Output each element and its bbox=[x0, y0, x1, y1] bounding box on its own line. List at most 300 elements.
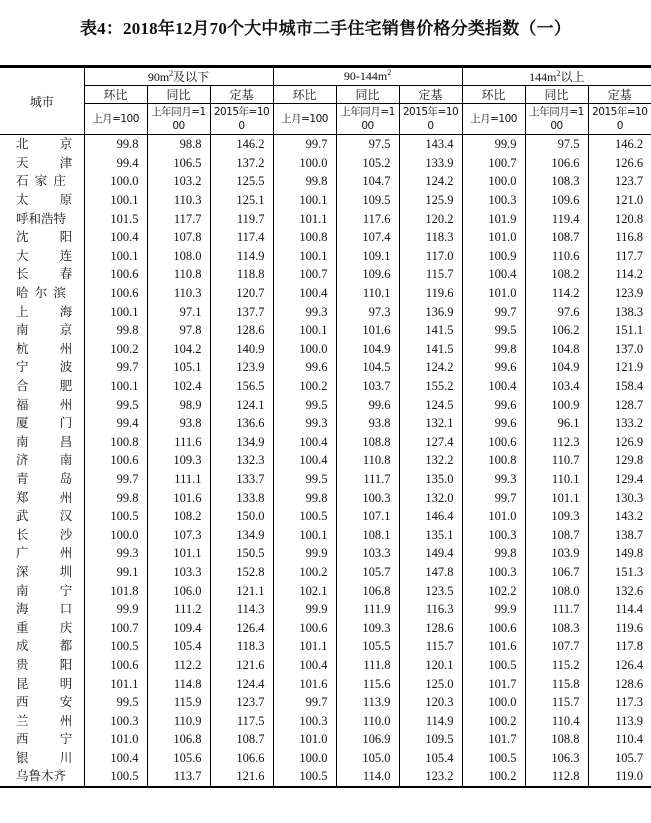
base-header: 2015年=100 bbox=[588, 104, 651, 135]
table-row bbox=[0, 191, 651, 210]
table-row bbox=[0, 358, 651, 377]
index-value: 93.8 bbox=[147, 414, 210, 433]
city-label: 杭 州 bbox=[16, 340, 73, 356]
index-value: 115.2 bbox=[525, 656, 588, 675]
index-value: 100.0 bbox=[273, 340, 336, 359]
index-value: 106.3 bbox=[525, 749, 588, 768]
index-value: 103.2 bbox=[147, 172, 210, 191]
index-value: 147.8 bbox=[399, 563, 462, 582]
city-name bbox=[0, 581, 84, 600]
index-value: 113.7 bbox=[147, 767, 210, 787]
index-value: 101.0 bbox=[462, 228, 525, 247]
index-value: 100.6 bbox=[84, 656, 147, 675]
index-value: 101.1 bbox=[273, 209, 336, 228]
index-value: 100.1 bbox=[84, 302, 147, 321]
index-value: 111.2 bbox=[147, 600, 210, 619]
index-value: 119.7 bbox=[210, 209, 273, 228]
index-value: 143.4 bbox=[399, 135, 462, 154]
index-value: 143.2 bbox=[588, 507, 651, 526]
index-value: 146.2 bbox=[210, 135, 273, 154]
city-name bbox=[0, 470, 84, 489]
index-value: 99.7 bbox=[273, 135, 336, 154]
group-header-90-144: $90-144m^2$ bbox=[273, 67, 462, 86]
index-value: 112.3 bbox=[525, 433, 588, 452]
index-value: 99.4 bbox=[84, 154, 147, 173]
index-value: 104.9 bbox=[525, 358, 588, 377]
index-value: 126.9 bbox=[588, 433, 651, 452]
index-value: 103.7 bbox=[336, 377, 399, 396]
index-value: 100.6 bbox=[462, 618, 525, 637]
index-value: 104.8 bbox=[525, 340, 588, 359]
index-value: 97.3 bbox=[336, 302, 399, 321]
city-label: 南 宁 bbox=[16, 582, 73, 598]
index-value: 104.5 bbox=[336, 358, 399, 377]
index-value: 105.0 bbox=[336, 749, 399, 768]
index-value: 101.7 bbox=[462, 674, 525, 693]
index-value: 103.4 bbox=[525, 377, 588, 396]
table-row bbox=[0, 414, 651, 433]
city-label: 青 岛 bbox=[16, 470, 73, 486]
index-value: 100.4 bbox=[273, 656, 336, 675]
index-value: 111.7 bbox=[336, 470, 399, 489]
index-value: 100.8 bbox=[84, 433, 147, 452]
index-value: 126.4 bbox=[588, 656, 651, 675]
index-value: 99.8 bbox=[462, 544, 525, 563]
city-name bbox=[0, 209, 84, 228]
metric-header: 环比 bbox=[84, 86, 147, 104]
city-name bbox=[0, 451, 84, 470]
city-label: 石 家 庄 bbox=[16, 173, 67, 189]
city-label: 广 州 bbox=[16, 545, 73, 561]
index-value: 125.5 bbox=[210, 172, 273, 191]
index-value: 99.7 bbox=[462, 302, 525, 321]
index-value: 113.9 bbox=[588, 711, 651, 730]
index-value: 107.1 bbox=[336, 507, 399, 526]
index-value: 101.1 bbox=[525, 488, 588, 507]
table-row bbox=[0, 581, 651, 600]
table-row bbox=[0, 563, 651, 582]
city-label: 兰 州 bbox=[16, 712, 73, 728]
index-value: 133.9 bbox=[399, 154, 462, 173]
index-value: 114.9 bbox=[210, 247, 273, 266]
index-value: 132.0 bbox=[399, 488, 462, 507]
index-value: 140.9 bbox=[210, 340, 273, 359]
index-value: 99.9 bbox=[84, 600, 147, 619]
index-value: 110.1 bbox=[525, 470, 588, 489]
city-label: 昆 明 bbox=[16, 675, 73, 691]
index-value: 103.9 bbox=[525, 544, 588, 563]
base-header: 上月=100 bbox=[273, 104, 336, 135]
city-label: 呼和浩特 bbox=[16, 210, 67, 226]
index-value: 135.1 bbox=[399, 525, 462, 544]
index-value: 101.6 bbox=[336, 321, 399, 340]
index-value: 103.3 bbox=[147, 563, 210, 582]
index-value: 100.5 bbox=[462, 749, 525, 768]
index-value: 110.4 bbox=[525, 711, 588, 730]
index-value: 99.6 bbox=[462, 395, 525, 414]
index-value: 100.4 bbox=[84, 228, 147, 247]
index-value: 151.1 bbox=[588, 321, 651, 340]
city-name bbox=[0, 730, 84, 749]
index-value: 109.1 bbox=[336, 247, 399, 266]
metric-header: 同比 bbox=[147, 86, 210, 104]
index-value: 125.0 bbox=[399, 674, 462, 693]
index-value: 99.3 bbox=[462, 470, 525, 489]
index-value: 100.6 bbox=[84, 451, 147, 470]
index-value: 107.7 bbox=[525, 637, 588, 656]
city-label: 太 原 bbox=[16, 192, 73, 208]
index-value: 100.4 bbox=[273, 451, 336, 470]
index-value: 128.6 bbox=[399, 618, 462, 637]
metric-header: 同比 bbox=[525, 86, 588, 104]
index-value: 155.2 bbox=[399, 377, 462, 396]
index-value: 101.5 bbox=[84, 209, 147, 228]
index-value: 125.9 bbox=[399, 191, 462, 210]
index-value: 128.6 bbox=[210, 321, 273, 340]
index-value: 117.6 bbox=[336, 209, 399, 228]
table-row bbox=[0, 265, 651, 284]
table-row bbox=[0, 674, 651, 693]
index-value: 128.7 bbox=[588, 395, 651, 414]
index-value: 102.1 bbox=[273, 581, 336, 600]
index-value: 123.5 bbox=[399, 581, 462, 600]
index-value: 105.4 bbox=[147, 637, 210, 656]
index-value: 109.4 bbox=[147, 618, 210, 637]
table-row bbox=[0, 154, 651, 173]
table-row bbox=[0, 600, 651, 619]
index-value: 100.0 bbox=[84, 172, 147, 191]
city-label: 福 州 bbox=[16, 396, 73, 412]
index-value: 100.5 bbox=[462, 656, 525, 675]
index-value: 115.8 bbox=[525, 674, 588, 693]
index-value: 126.6 bbox=[588, 154, 651, 173]
index-value: 110.8 bbox=[336, 451, 399, 470]
index-value: 130.3 bbox=[588, 488, 651, 507]
index-value: 119.6 bbox=[588, 618, 651, 637]
index-value: 110.3 bbox=[147, 284, 210, 303]
city-label: 济 南 bbox=[16, 452, 73, 468]
city-name bbox=[0, 358, 84, 377]
index-value: 99.9 bbox=[273, 544, 336, 563]
index-value: 99.7 bbox=[273, 693, 336, 712]
city-name bbox=[0, 191, 84, 210]
index-value: 121.6 bbox=[210, 656, 273, 675]
index-value: 125.1 bbox=[210, 191, 273, 210]
index-value: 120.7 bbox=[210, 284, 273, 303]
index-value: 121.1 bbox=[210, 581, 273, 600]
table-header bbox=[0, 67, 651, 135]
table-row bbox=[0, 172, 651, 191]
city-label: 银 川 bbox=[16, 749, 73, 765]
index-value: 106.5 bbox=[147, 154, 210, 173]
index-value: 110.6 bbox=[525, 247, 588, 266]
index-value: 105.7 bbox=[336, 563, 399, 582]
index-value: 114.3 bbox=[210, 600, 273, 619]
metric-header: 定基 bbox=[399, 86, 462, 104]
table-row bbox=[0, 451, 651, 470]
index-value: 149.4 bbox=[399, 544, 462, 563]
index-value: 151.3 bbox=[588, 563, 651, 582]
index-value: 102.2 bbox=[462, 581, 525, 600]
index-value: 100.4 bbox=[273, 433, 336, 452]
index-value: 120.8 bbox=[588, 209, 651, 228]
index-value: 98.9 bbox=[147, 395, 210, 414]
index-value: 105.4 bbox=[399, 749, 462, 768]
index-value: 132.3 bbox=[210, 451, 273, 470]
index-value: 115.6 bbox=[336, 674, 399, 693]
index-value: 100.2 bbox=[273, 563, 336, 582]
index-value: 100.6 bbox=[84, 284, 147, 303]
index-value: 100.2 bbox=[462, 711, 525, 730]
index-value: 108.7 bbox=[525, 525, 588, 544]
index-value: 121.0 bbox=[588, 191, 651, 210]
city-label: 重 庆 bbox=[16, 619, 73, 635]
index-value: 126.4 bbox=[210, 618, 273, 637]
city-label: 北 京 bbox=[16, 136, 73, 152]
index-value: 97.5 bbox=[336, 135, 399, 154]
city-label: 厦 门 bbox=[16, 415, 73, 431]
index-value: 99.7 bbox=[84, 470, 147, 489]
index-value: 101.0 bbox=[462, 284, 525, 303]
index-value: 109.6 bbox=[336, 265, 399, 284]
index-value: 107.4 bbox=[336, 228, 399, 247]
city-name bbox=[0, 693, 84, 712]
index-value: 97.8 bbox=[147, 321, 210, 340]
table-row bbox=[0, 340, 651, 359]
index-value: 121.9 bbox=[588, 358, 651, 377]
index-value: 114.9 bbox=[399, 711, 462, 730]
index-value: 110.7 bbox=[525, 451, 588, 470]
index-value: 99.1 bbox=[84, 563, 147, 582]
index-value: 104.2 bbox=[147, 340, 210, 359]
index-value: 116.8 bbox=[588, 228, 651, 247]
table-row bbox=[0, 618, 651, 637]
index-value: 141.5 bbox=[399, 340, 462, 359]
city-label: 合 肥 bbox=[16, 378, 73, 394]
index-value: 101.0 bbox=[273, 730, 336, 749]
city-name bbox=[0, 637, 84, 656]
base-header: 上月=100 bbox=[462, 104, 525, 135]
index-value: 100.1 bbox=[273, 321, 336, 340]
base-header: 2015年=100 bbox=[210, 104, 273, 135]
index-value: 99.8 bbox=[84, 488, 147, 507]
table-row bbox=[0, 284, 651, 303]
index-value: 100.3 bbox=[462, 191, 525, 210]
index-value: 108.7 bbox=[210, 730, 273, 749]
index-value: 118.3 bbox=[399, 228, 462, 247]
index-value: 100.1 bbox=[84, 377, 147, 396]
metric-header: 定基 bbox=[210, 86, 273, 104]
index-value: 100.0 bbox=[273, 749, 336, 768]
index-value: 124.2 bbox=[399, 358, 462, 377]
index-value: 106.6 bbox=[525, 154, 588, 173]
index-value: 108.8 bbox=[525, 730, 588, 749]
index-value: 100.8 bbox=[273, 228, 336, 247]
index-value: 134.9 bbox=[210, 525, 273, 544]
city-name bbox=[0, 507, 84, 526]
table-row bbox=[0, 656, 651, 675]
index-value: 108.2 bbox=[525, 265, 588, 284]
city-name bbox=[0, 284, 84, 303]
index-value: 110.0 bbox=[336, 711, 399, 730]
index-value: 105.7 bbox=[588, 749, 651, 768]
index-value: 110.4 bbox=[588, 730, 651, 749]
table-row bbox=[0, 749, 651, 768]
index-value: 133.2 bbox=[588, 414, 651, 433]
index-value: 100.1 bbox=[273, 247, 336, 266]
index-value: 120.2 bbox=[399, 209, 462, 228]
index-value: 129.4 bbox=[588, 470, 651, 489]
index-value: 99.9 bbox=[462, 600, 525, 619]
index-value: 100.2 bbox=[84, 340, 147, 359]
index-value: 108.0 bbox=[147, 247, 210, 266]
index-value: 97.6 bbox=[525, 302, 588, 321]
index-value: 123.9 bbox=[210, 358, 273, 377]
index-value: 108.3 bbox=[525, 172, 588, 191]
index-value: 109.3 bbox=[336, 618, 399, 637]
index-value: 109.5 bbox=[336, 191, 399, 210]
index-value: 99.3 bbox=[273, 414, 336, 433]
table-row bbox=[0, 209, 651, 228]
city-name bbox=[0, 563, 84, 582]
index-value: 156.5 bbox=[210, 377, 273, 396]
index-value: 105.1 bbox=[147, 358, 210, 377]
metric-header: 定基 bbox=[588, 86, 651, 104]
index-value: 111.9 bbox=[336, 600, 399, 619]
city-column-header: 城市 bbox=[0, 67, 84, 135]
index-value: 119.6 bbox=[399, 284, 462, 303]
index-value: 98.8 bbox=[147, 135, 210, 154]
index-value: 100.3 bbox=[84, 711, 147, 730]
index-value: 105.6 bbox=[147, 749, 210, 768]
index-value: 100.0 bbox=[84, 525, 147, 544]
index-value: 141.5 bbox=[399, 321, 462, 340]
index-value: 133.8 bbox=[210, 488, 273, 507]
index-value: 112.2 bbox=[147, 656, 210, 675]
table-row bbox=[0, 767, 651, 787]
index-value: 100.5 bbox=[84, 767, 147, 787]
index-value: 100.9 bbox=[525, 395, 588, 414]
index-value: 100.5 bbox=[84, 637, 147, 656]
index-value: 100.1 bbox=[84, 191, 147, 210]
index-value: 111.1 bbox=[147, 470, 210, 489]
index-value: 107.8 bbox=[147, 228, 210, 247]
index-value: 108.1 bbox=[336, 525, 399, 544]
index-value: 100.2 bbox=[273, 377, 336, 396]
index-value: 100.3 bbox=[462, 563, 525, 582]
index-value: 99.8 bbox=[84, 135, 147, 154]
index-value: 99.9 bbox=[462, 135, 525, 154]
index-value: 110.1 bbox=[336, 284, 399, 303]
index-value: 124.4 bbox=[210, 674, 273, 693]
index-value: 137.7 bbox=[210, 302, 273, 321]
index-value: 100.6 bbox=[84, 265, 147, 284]
index-value: 96.1 bbox=[525, 414, 588, 433]
index-value: 104.7 bbox=[336, 172, 399, 191]
index-value: 109.3 bbox=[147, 451, 210, 470]
index-value: 152.8 bbox=[210, 563, 273, 582]
table-body bbox=[0, 135, 651, 787]
index-value: 108.8 bbox=[336, 433, 399, 452]
index-value: 118.8 bbox=[210, 265, 273, 284]
index-value: 100.4 bbox=[273, 284, 336, 303]
index-value: 109.5 bbox=[399, 730, 462, 749]
index-value: 102.4 bbox=[147, 377, 210, 396]
index-value: 101.1 bbox=[147, 544, 210, 563]
index-value: 100.0 bbox=[273, 154, 336, 173]
index-value: 99.3 bbox=[84, 544, 147, 563]
index-value: 99.8 bbox=[462, 340, 525, 359]
index-value: 101.1 bbox=[273, 637, 336, 656]
index-value: 100.3 bbox=[462, 525, 525, 544]
index-value: 114.0 bbox=[336, 767, 399, 787]
index-value: 117.3 bbox=[588, 693, 651, 712]
index-value: 113.9 bbox=[336, 693, 399, 712]
index-value: 124.1 bbox=[210, 395, 273, 414]
index-value: 100.3 bbox=[336, 488, 399, 507]
city-name bbox=[0, 488, 84, 507]
table-row bbox=[0, 135, 651, 154]
index-value: 132.2 bbox=[399, 451, 462, 470]
city-name bbox=[0, 525, 84, 544]
index-value: 158.4 bbox=[588, 377, 651, 396]
metric-header: 同比 bbox=[336, 86, 399, 104]
city-name bbox=[0, 340, 84, 359]
index-value: 118.3 bbox=[210, 637, 273, 656]
city-name bbox=[0, 172, 84, 191]
city-name bbox=[0, 674, 84, 693]
city-name bbox=[0, 154, 84, 173]
index-value: 99.6 bbox=[336, 395, 399, 414]
index-value: 106.6 bbox=[210, 749, 273, 768]
city-label: 贵 阳 bbox=[16, 656, 73, 672]
index-value: 99.8 bbox=[273, 172, 336, 191]
city-label: 哈 尔 滨 bbox=[16, 285, 67, 301]
index-value: 138.3 bbox=[588, 302, 651, 321]
index-value: 127.4 bbox=[399, 433, 462, 452]
city-name bbox=[0, 414, 84, 433]
index-value: 146.2 bbox=[588, 135, 651, 154]
index-value: 101.6 bbox=[462, 637, 525, 656]
index-value: 106.7 bbox=[525, 563, 588, 582]
index-value: 106.8 bbox=[147, 730, 210, 749]
index-value: 132.1 bbox=[399, 414, 462, 433]
city-name bbox=[0, 433, 84, 452]
index-value: 132.6 bbox=[588, 581, 651, 600]
index-value: 114.2 bbox=[525, 284, 588, 303]
index-value: 117.0 bbox=[399, 247, 462, 266]
index-value: 101.0 bbox=[84, 730, 147, 749]
city-label: 南 京 bbox=[16, 322, 73, 338]
index-value: 103.3 bbox=[336, 544, 399, 563]
city-name bbox=[0, 247, 84, 266]
index-value: 110.3 bbox=[147, 191, 210, 210]
index-value: 123.9 bbox=[588, 284, 651, 303]
base-header: 2015年=100 bbox=[399, 104, 462, 135]
index-value: 108.2 bbox=[147, 507, 210, 526]
index-value: 100.0 bbox=[462, 172, 525, 191]
index-value: 101.6 bbox=[273, 674, 336, 693]
index-value: 115.7 bbox=[525, 693, 588, 712]
index-value: 100.3 bbox=[273, 711, 336, 730]
index-value: 100.1 bbox=[273, 191, 336, 210]
city-label: 长 沙 bbox=[16, 526, 73, 542]
city-label: 天 津 bbox=[16, 154, 73, 170]
index-value: 121.6 bbox=[210, 767, 273, 787]
index-value: 100.0 bbox=[462, 693, 525, 712]
city-name bbox=[0, 135, 84, 154]
index-value: 100.6 bbox=[273, 618, 336, 637]
